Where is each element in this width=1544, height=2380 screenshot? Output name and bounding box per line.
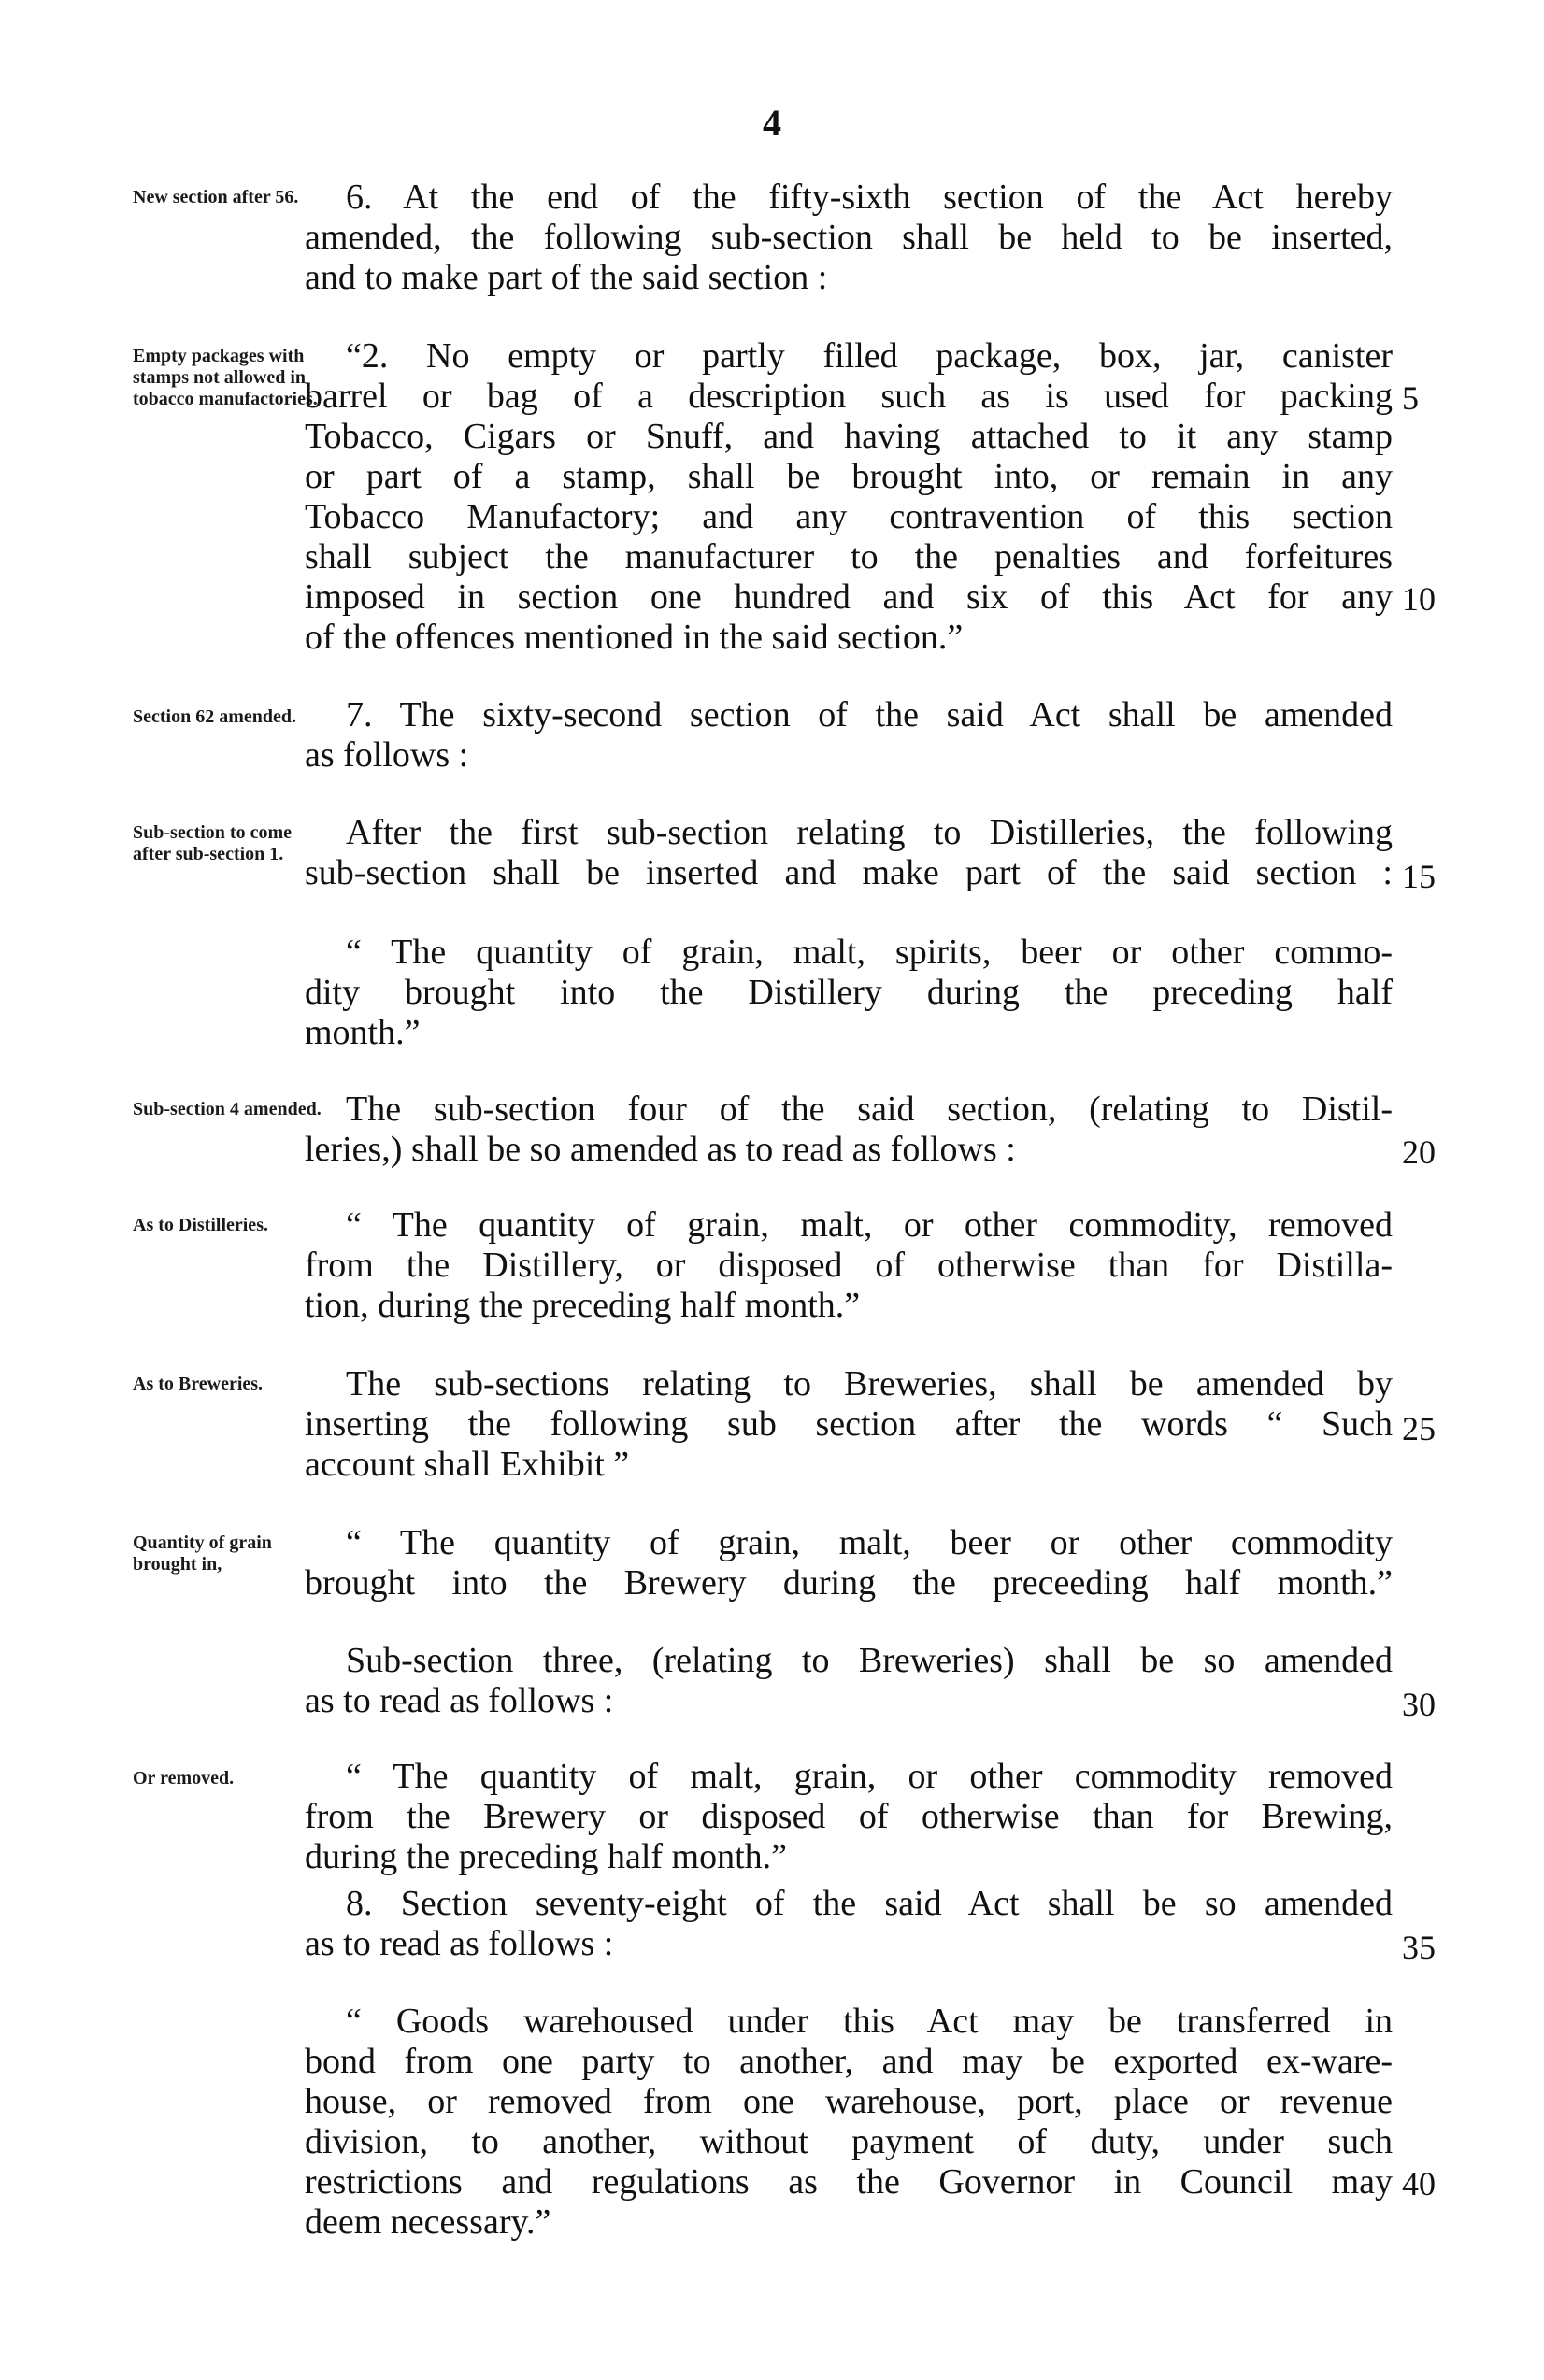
text-line: house, or removed from one warehouse, port, place or revenue (305, 2082, 1393, 2121)
text-line: dity brought into the Distillery during the preceding half (305, 973, 1393, 1012)
paragraph (305, 1205, 1393, 1326)
text-line: After the first sub-section relating to Distilleries, the following (346, 813, 1393, 852)
margin-note: Sub-section 4 amended. (133, 1099, 322, 1119)
text-line: sub-section shall be inserted and make part of the said section : (305, 853, 1393, 892)
text-line: of the offences mentioned in the said section.” (305, 618, 964, 657)
margin-note: As to Distilleries. (133, 1215, 268, 1235)
text-line: tion, during the preceding half month.” (305, 1286, 861, 1325)
text-line: from the Distillery, or disposed of otherwise than for Distilla- (305, 1246, 1393, 1285)
text-line: amended, the following sub-section shall be held to be inserted, (305, 218, 1393, 257)
margin-note: Section 62 amended. (133, 706, 296, 727)
paragraph (305, 1364, 1393, 1485)
text-line: Tobacco Manufactory; and any contravention of this section (305, 497, 1393, 536)
text-line: as follows : (305, 735, 469, 775)
text-line: “ The quantity of grain, malt, spirits, beer or other commo- (346, 933, 1393, 972)
paragraph (305, 1757, 1393, 1877)
text-line: deem necessary.” (305, 2202, 551, 2242)
line-number: 10 (1402, 580, 1436, 618)
text-line: imposed in section one hundred and six of this Act for any (305, 577, 1393, 617)
paragraph (305, 1523, 1393, 1603)
text-line: inserting the following sub section after the words “ Such (305, 1404, 1393, 1444)
line-number: 5 (1402, 379, 1419, 417)
text-line: or part of a stamp, shall be brought into, or remain in any (305, 457, 1393, 496)
text-line: month.” (305, 1013, 421, 1052)
text-line: as to read as follows : (305, 1924, 614, 1963)
text-line: Sub-section three, (relating to Breweries) shall be so amended (346, 1641, 1393, 1680)
text-line: shall subject the manufacturer to the penalties and forfeitures (305, 537, 1393, 577)
text-line: “2. No empty or partly filled package, box, jar, canister (346, 336, 1393, 376)
line-number: 35 (1402, 1929, 1436, 1966)
text-line: division, to another, without payment of duty, under such (305, 2122, 1393, 2161)
line-number: 15 (1402, 858, 1436, 895)
margin-note: New section after 56. (133, 187, 299, 207)
paragraph (305, 2002, 1393, 2243)
margin-note: Quantity of grain brought in, (133, 1532, 272, 1575)
text-line: Tobacco, Cigars or Snuff, and having attached to it any stamp (305, 417, 1393, 456)
text-line: 8. Section seventy-eight of the said Act shall be so amended (346, 1884, 1393, 1923)
text-line: “ The quantity of grain, malt, beer or other commodity (346, 1523, 1393, 1562)
margin-note: Empty packages with stamps not allowed in tobacco manufactories. (133, 346, 318, 409)
text-line: restrictions and regulations as the Governor in Council may (305, 2162, 1393, 2202)
text-line: leries,) shall be so amended as to read as follows : (305, 1130, 1016, 1169)
text-line: during the preceding half month.” (305, 1837, 788, 1876)
paragraph (305, 1090, 1393, 1170)
text-line: The sub-sections relating to Breweries, shall be amended by (346, 1364, 1393, 1404)
line-number: 30 (1402, 1686, 1436, 1723)
paragraph (305, 933, 1393, 1053)
text-line: barrel or bag of a description such as is used for packing (305, 377, 1393, 416)
text-line: “ Goods warehoused under this Act may be transferred in (346, 2002, 1393, 2041)
text-line: 6. At the end of the fifty-sixth section of the Act hereby (346, 178, 1393, 217)
paragraph (305, 336, 1393, 658)
margin-note: Sub-section to come after sub-section 1. (133, 822, 292, 864)
margin-note: As to Breweries. (133, 1374, 264, 1394)
text-line: 7. The sixty-second section of the said Act shall be amended (346, 695, 1393, 734)
text-line: The sub-section four of the said section, (relating to Distil- (346, 1090, 1393, 1129)
text-line: “ The quantity of grain, malt, or other commodity, removed (346, 1205, 1393, 1245)
margin-note: Or removed. (133, 1768, 235, 1789)
text-line: account shall Exhibit ” (305, 1445, 630, 1484)
paragraph (305, 1884, 1393, 1964)
paragraph (305, 695, 1393, 776)
text-line: bond from one party to another, and may be exported ex-ware- (305, 2042, 1393, 2081)
paragraph (305, 178, 1393, 298)
page-number: 4 (763, 102, 781, 144)
paragraph (305, 813, 1393, 893)
text-line: brought into the Brewery during the preceeding half month.” (305, 1563, 1393, 1603)
line-number: 25 (1402, 1410, 1436, 1447)
text-line: and to make part of the said section : (305, 258, 828, 297)
line-number: 40 (1402, 2165, 1436, 2202)
text-line: “ The quantity of malt, grain, or other commodity removed (346, 1757, 1393, 1796)
text-line: as to read as follows : (305, 1681, 614, 1720)
text-line: from the Brewery or disposed of otherwise than for Brewing, (305, 1797, 1393, 1836)
line-number: 20 (1402, 1133, 1436, 1171)
paragraph (305, 1641, 1393, 1721)
